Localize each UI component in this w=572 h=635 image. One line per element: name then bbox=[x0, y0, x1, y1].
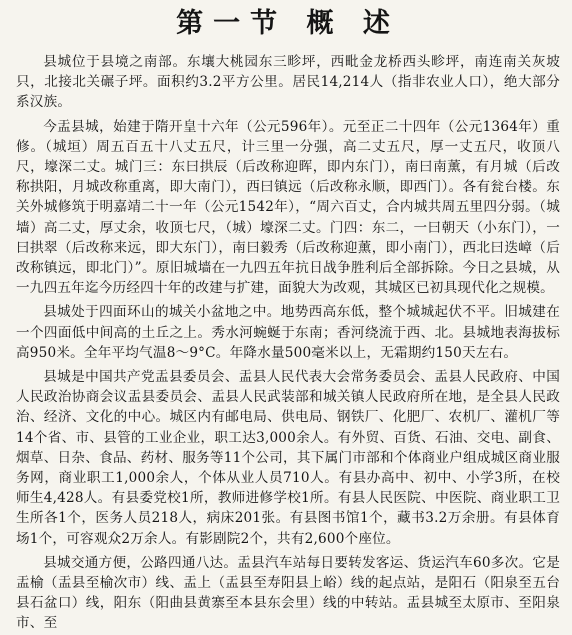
paragraph-location: 县城位于县境之南部。东壤大桃园东三畛坪，西毗金龙桥西头畛坪，南连南关灰坡只，北接北关碾子坪。面积约3.2平方公里。居民14,214人（指非农业人口），绝大部分系汉族。 bbox=[16, 54, 560, 111]
paragraph-geography: 县城处于四面环山的城关小盆地之中。地势西高东低，整个城城起伏不平。旧城建在一个四面低中间高的土丘之上。秀水河蜿蜒于东南；香河绕流于西、北。县城地表海拔标高950米。全年平均气温8～9°C。年降水量500毫米以上，无霜期约150天左右。 bbox=[16, 304, 560, 361]
paragraph-institutions: 县城是中国共产党盂县委员会、盂县人民代表大会常务委员会、盂县人民政府、中国人民政治协商会议盂县委员会、盂县人民武装部和城关镇人民政府所在地，是全县人民政治、经济、文化的中心。城区内有邮电局、供电局、钢铁厂、化肥厂、农机厂、灌机厂等14个省、市、县管的工业企业，职工达3,000余人。有外贸、百货、石油、交电、副食、烟草、日杂、食品、药材、服务等11个公司，其下属门市部和个体商业户组成城区商业服务网，商业职工1,000余人，个体从业人员710人。有县办高中、初中、小学3所，在校师生4,428人。有县委党校1所，教师进修学校1所。有县人民医院、中医院、商业职工卫生所各1个，医务人员218人，病床201张。有县图书馆1个，藏书3.2万余册。有县体育场1个，可容观众2万余人。有影剧院2个，共有2,600个座位。 bbox=[16, 369, 560, 547]
section-title: 第一节 概 述 bbox=[176, 8, 400, 39]
paragraph-transport: 县城交通方便，公路四通八达。盂县汽车站每日要转发客运、货运汽车60多次。它是盂榆（盂县至榆次市）线、盂上（盂县至寿阳县上峪）线的起点站，是阳石（阳泉至五台县石盆口）线，阳东（阳曲县黄寨至本县东会里）线的中转站。盂县城至太原市、至阳泉市、至 bbox=[16, 554, 560, 632]
paragraph-history: 今盂县城，始建于隋开皇十六年（公元596年）。元至正二十四年（公元1364年）重修。（城垣）周五百五十八丈五尺，计三里一分强，高二丈五尺，厚一丈五尺，收顶八尺，壕深二丈。城门三：东曰拱辰（后改称迎晖，即内东门），南曰南薰，有月城（后改称拱阳，月城改称重离，即大南门），西曰镇远（后改称永顺，即西门）。各有瓮台楼。东关外城修筑于明嘉靖二十一年（公元1542年），“周六百丈，合内城共周五里四分弱。（城墙）高二丈，厚丈余，收顶七尺，（城）壕深二丈。门四：东二，一曰朝天（小东门），一曰拱翠（后改称来远，即大东门），南曰毅秀（后改称迎薰，即小南门），西北曰迭嶂（后改称镇远，即北门）”。原旧城墙在一九四五年抗日战争胜利后全部拆除。今日之县城，从一九四五年迄今历经四十年的改建与扩建，面貌大为改观，其城区已初具现代化之规模。 bbox=[16, 118, 560, 297]
